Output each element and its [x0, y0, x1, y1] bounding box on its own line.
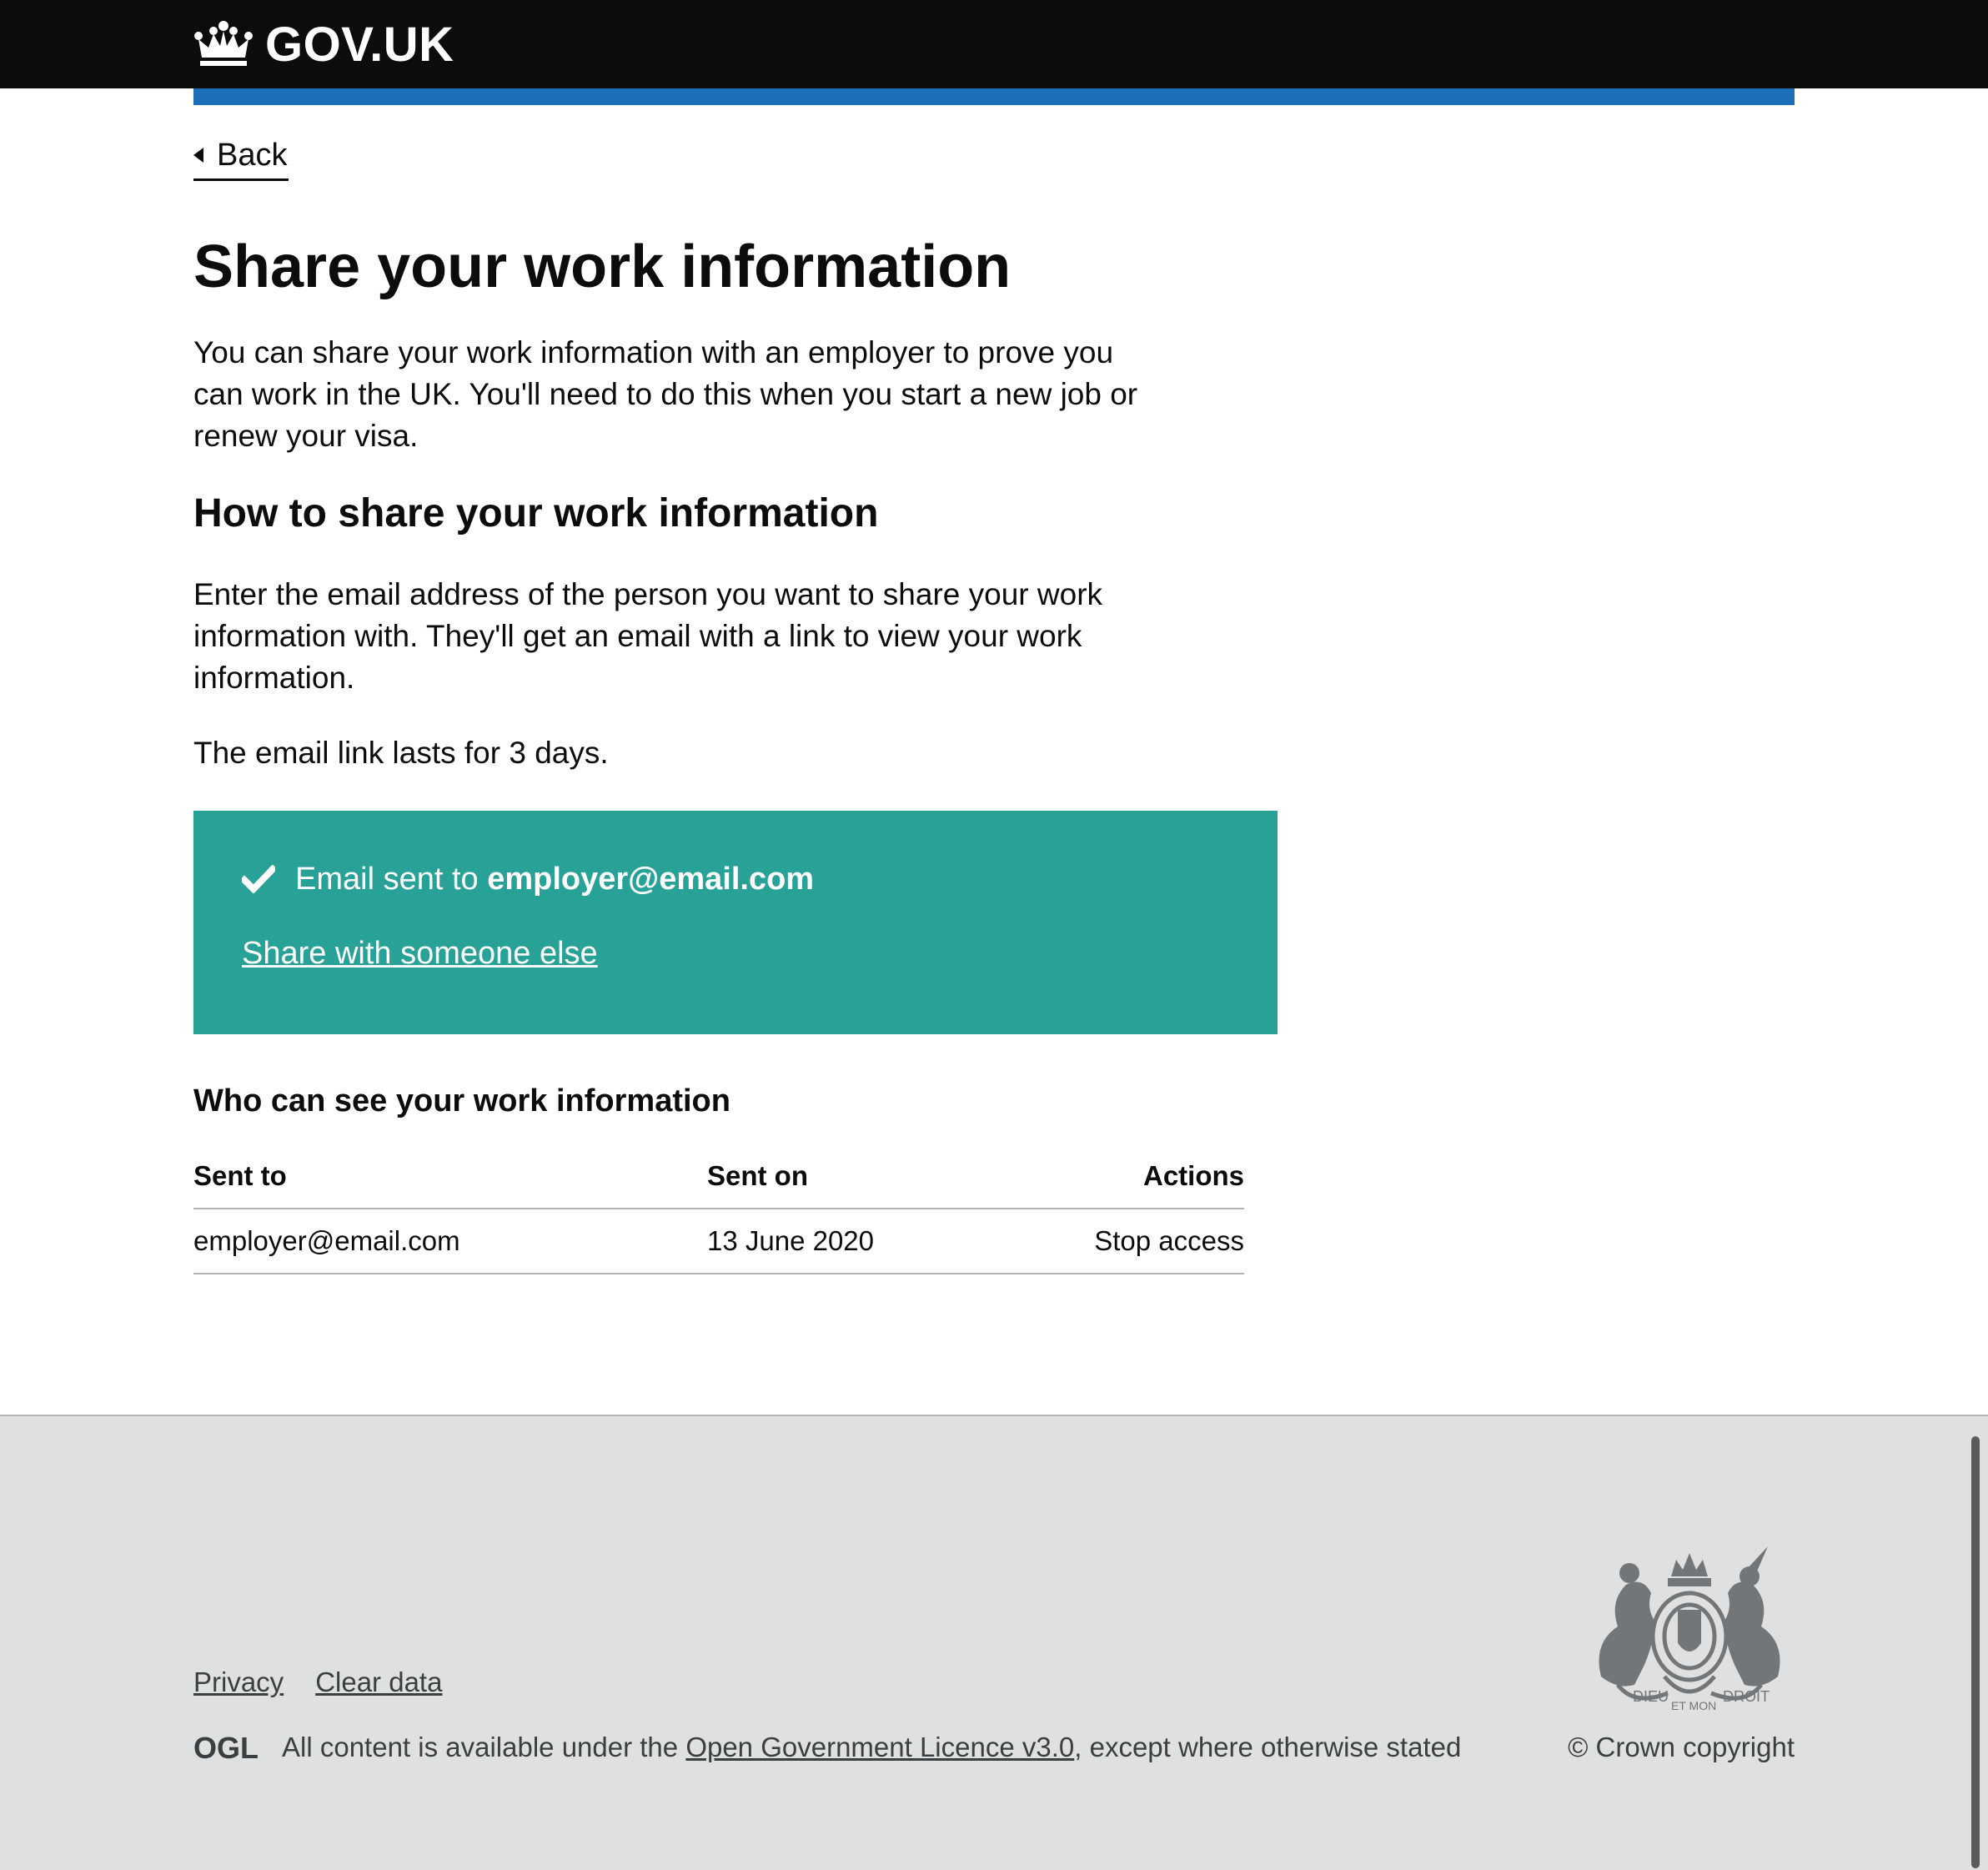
licence-prefix: All content is available under the [282, 1732, 679, 1762]
licence-statement [193, 1732, 1461, 1763]
email-sent-notification [193, 811, 1278, 1034]
footer-links [193, 1666, 442, 1698]
govuk-logo-link[interactable] [193, 15, 454, 73]
cell-sent-on: 13 June 2020 [707, 1209, 990, 1274]
site-header [0, 0, 1988, 88]
cell-sent-to: employer@email.com [193, 1209, 707, 1274]
back-link-label: Back [217, 137, 288, 173]
crown-copyright-link[interactable]: © Crown copyright [1568, 1732, 1795, 1762]
how-to-paragraph: Enter the email address of the person you want to share your work information with. They'll get an email with a link to view your work information. [193, 577, 1103, 695]
back-arrow-icon [193, 148, 203, 163]
svg-text:OGL: OGL [193, 1732, 259, 1762]
svg-text:ET MON: ET MON [1671, 1699, 1717, 1712]
table-row [193, 1209, 1244, 1274]
footer-link-privacy[interactable]: Privacy [193, 1666, 284, 1697]
page-title: Share your work information [193, 234, 1012, 300]
how-to-heading: How to share your work information [193, 491, 879, 535]
notification-email: employer@email.com [487, 861, 815, 897]
licence-suffix: , except where otherwise stated [1074, 1732, 1462, 1762]
access-table-caption: Who can see your work information [193, 1083, 730, 1118]
intro-paragraph: You can share your work information with an employer to prove you can work in the UK. You'll need to do this when you start a new job or renew your visa. [193, 335, 1138, 453]
stop-access-link[interactable]: Stop access [990, 1209, 1244, 1274]
access-table [193, 1144, 1244, 1274]
header-sent-on: Sent on [707, 1144, 990, 1209]
share-with-someone-else-link[interactable]: Share with someone else [242, 936, 598, 971]
svg-text:DROIT: DROIT [1723, 1688, 1770, 1705]
footer-link-clear-data[interactable]: Clear data [315, 1666, 443, 1697]
header-sent-to: Sent to [193, 1144, 707, 1209]
ogl-logo-icon [193, 1732, 262, 1762]
back-link[interactable] [193, 132, 289, 181]
link-duration-text: The email link lasts for 3 days. [193, 736, 609, 770]
royal-coat-of-arms-icon [1584, 1543, 1795, 1713]
notification-prefix: Email sent to [295, 861, 479, 897]
crown-icon [193, 21, 254, 68]
header-accent-bar [193, 88, 1795, 105]
table-header-row [193, 1144, 1244, 1209]
site-footer [0, 1415, 1988, 1870]
open-government-licence-link[interactable]: Open Government Licence v3.0 [685, 1732, 1075, 1762]
svg-text:DIEU: DIEU [1633, 1688, 1669, 1705]
header-actions: Actions [990, 1144, 1244, 1209]
notification-message [242, 854, 814, 904]
logo-text: GOV.UK [265, 17, 454, 72]
page-scrollbar[interactable] [1971, 1436, 1980, 1868]
check-icon [242, 865, 275, 893]
